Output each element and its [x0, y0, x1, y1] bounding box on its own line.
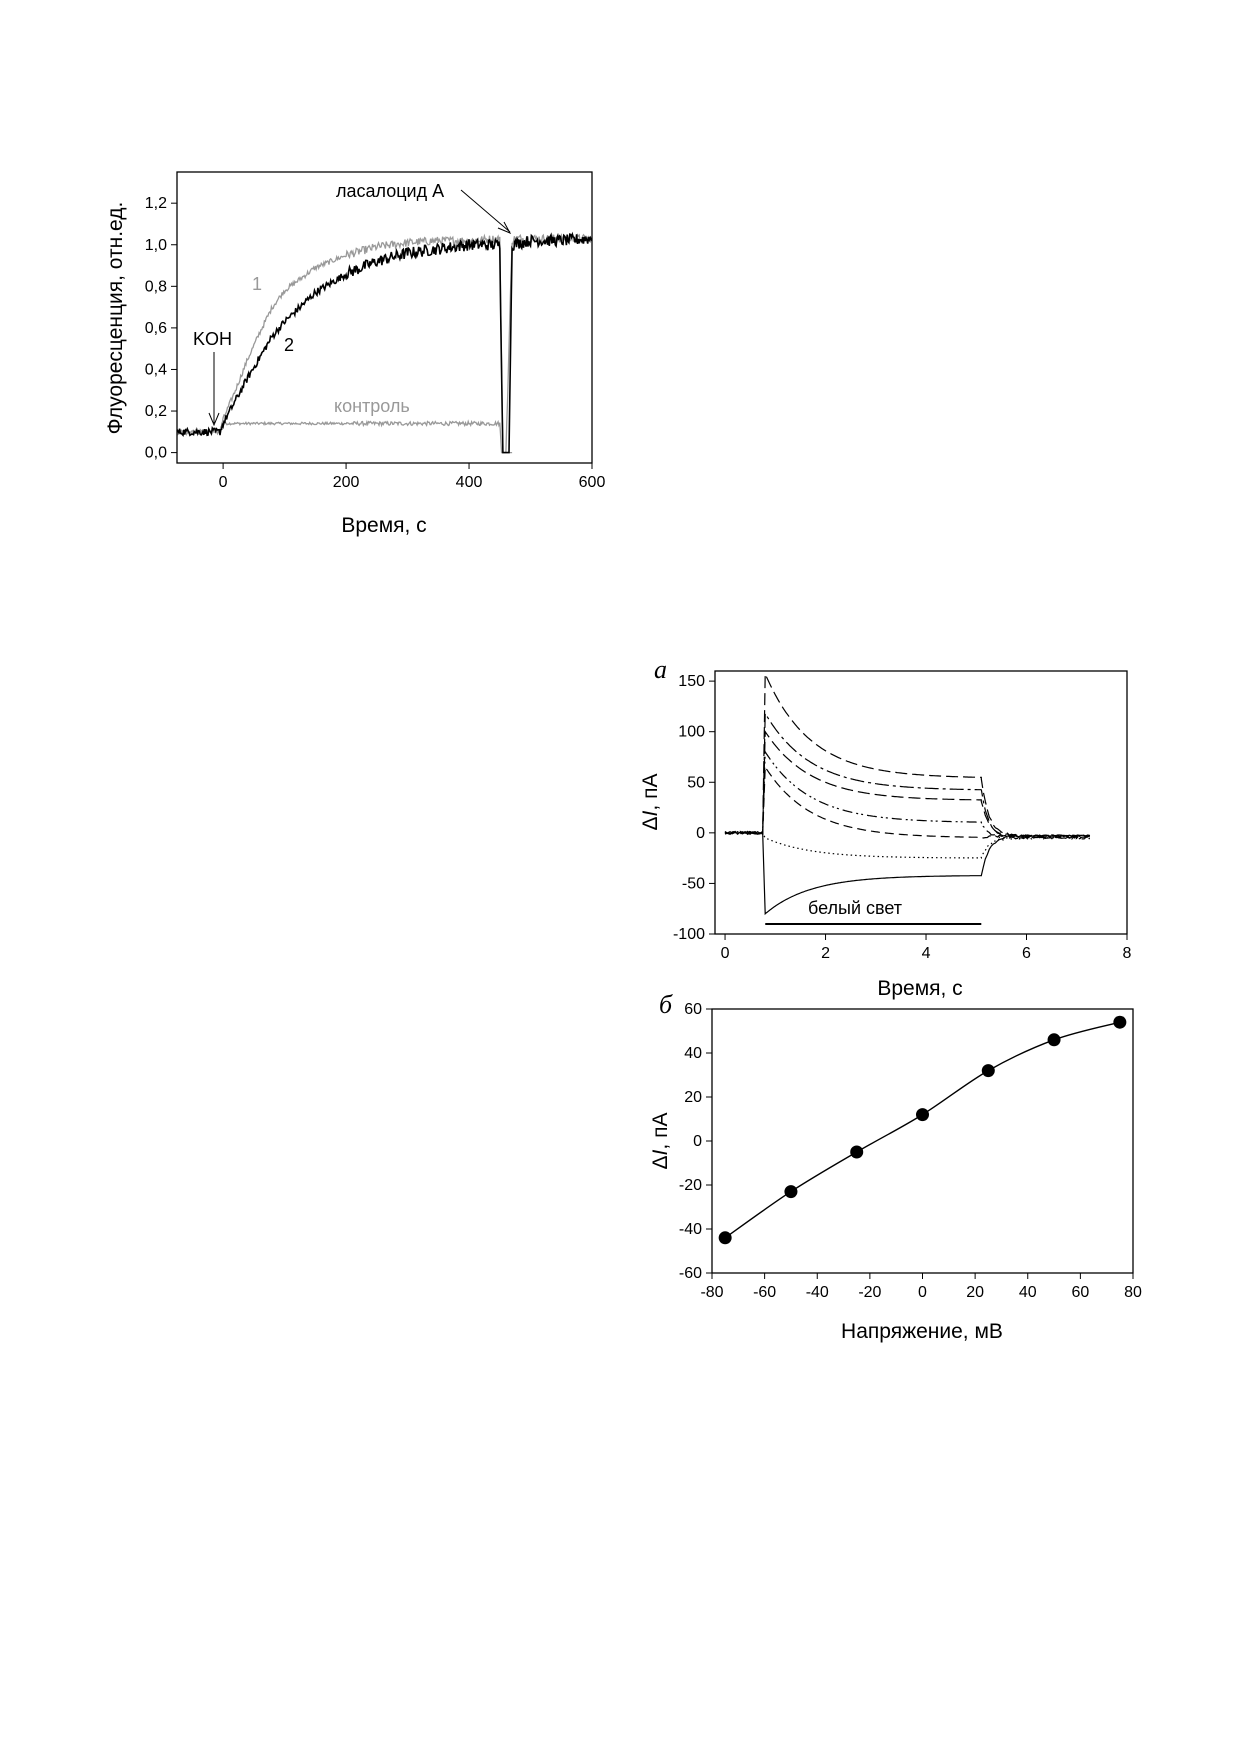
fluorescence-y-tick-label: 0,0: [144, 444, 167, 462]
panel-b-label: б: [659, 990, 673, 1019]
photocurrent-trace-4: [725, 752, 1090, 839]
fluorescence-y-tick-label: 0,6: [144, 319, 167, 337]
fluorescence-x-axis-label: Время, с: [341, 514, 427, 537]
photocurrent-x-ticks: [721, 934, 1132, 962]
iv-x-ticks: [700, 1273, 1142, 1301]
iv-y-tick-label: 40: [684, 1045, 702, 1062]
photocurrent-x-tick-label: 8: [1122, 945, 1132, 962]
iv-data-point: [982, 1064, 995, 1077]
white-light-annotation: белый свет: [808, 898, 903, 918]
iv-data-point: [916, 1108, 929, 1121]
fluorescence-series-2-line: [177, 234, 592, 452]
iv-y-axis-label: ΔI, пА: [649, 1112, 672, 1170]
iv-y-tick-label: -40: [678, 1221, 702, 1238]
fluorescence-y-tick-label: 0,8: [144, 278, 167, 296]
series-1-label: 1: [252, 274, 263, 294]
fluorescence-y-axis-label: Флуоресценция, отн.ед.: [104, 201, 127, 435]
iv-x-tick-label: 40: [1018, 1284, 1037, 1301]
control-series-label: контроль: [334, 396, 410, 416]
iv-y-tick-label: -60: [678, 1265, 702, 1282]
fluorescence-series-1-line: [177, 235, 592, 453]
fluorescence-y-tick-label: 0,2: [144, 403, 167, 421]
iv-data-point: [719, 1231, 732, 1244]
iv-y-tick-label: 20: [684, 1089, 702, 1106]
iv-x-tick-label: -80: [700, 1284, 724, 1301]
iv-x-tick-label: 0: [918, 1284, 927, 1301]
iv-fit-line: [725, 1022, 1120, 1238]
photocurrent-y-tick-label: 150: [678, 673, 705, 691]
fluorescence-y-tick-label: 1,2: [144, 195, 167, 213]
fluorescence-x-tick-label: 600: [578, 474, 606, 491]
iv-data-point: [1113, 1016, 1126, 1029]
iv-data-point: [1048, 1033, 1061, 1046]
photocurrent-trace-1: [725, 674, 1090, 837]
lasalocid-arrow: [461, 190, 510, 232]
photocurrent-x-tick-label: 4: [921, 945, 931, 962]
iv-y-tick-label: 60: [684, 1001, 702, 1018]
iv-plot-frame: [712, 1009, 1133, 1273]
photocurrent-time-chart: [639, 655, 1132, 1000]
panel-a-label: а: [654, 655, 667, 684]
fluorescence-x-tick-label: 0: [218, 474, 228, 491]
photocurrent-y-tick-label: 50: [687, 774, 705, 792]
iv-y-tick-label: -20: [678, 1177, 702, 1194]
fluorescence-series-control-line: [177, 422, 512, 453]
fluorescence-chart: [104, 172, 605, 537]
iv-x-tick-label: 20: [966, 1284, 985, 1301]
photocurrent-y-ticks: [673, 673, 715, 943]
photocurrent-series-group: [725, 674, 1090, 914]
photocurrent-y-tick-label: 100: [678, 723, 705, 741]
photocurrent-y-axis-label: ΔI, пА: [639, 773, 662, 831]
iv-data-point: [850, 1146, 863, 1159]
fluorescence-y-tick-label: 1,0: [144, 236, 167, 254]
photocurrent-x-tick-label: 2: [821, 945, 830, 962]
series-2-label: 2: [284, 335, 295, 355]
photocurrent-trace-3: [725, 732, 1090, 837]
photocurrent-y-tick-label: 0: [696, 824, 705, 842]
photocurrent-plot-frame: [715, 671, 1127, 934]
iv-x-axis-label: Напряжение, мВ: [841, 1320, 1003, 1343]
iv-x-tick-label: 80: [1124, 1284, 1142, 1301]
fluorescence-x-tick-label: 400: [455, 474, 483, 491]
fluorescence-y-ticks: [145, 195, 177, 461]
fluorescence-y-tick-label: 0,4: [144, 361, 167, 379]
iv-x-tick-label: -40: [805, 1284, 829, 1301]
photocurrent-x-tick-label: 0: [720, 945, 730, 962]
iv-chart: [649, 990, 1142, 1343]
iv-x-tick-label: -60: [753, 1284, 777, 1301]
photocurrent-y-tick-label: -50: [681, 875, 705, 893]
iv-data-point: [784, 1185, 797, 1198]
iv-series-group: [719, 1016, 1127, 1245]
photocurrent-x-tick-label: 6: [1022, 945, 1031, 962]
lasalocid-annotation: ласалоцид А: [336, 181, 445, 201]
photocurrent-y-tick-label: -100: [672, 926, 705, 943]
iv-y-ticks: [679, 1001, 712, 1282]
fluorescence-plot-frame: [177, 172, 592, 463]
photocurrent-x-axis-label: Время, с: [877, 977, 963, 1000]
fluorescence-series-group: [177, 234, 592, 452]
fluorescence-x-tick-label: 200: [332, 474, 360, 491]
photocurrent-trace-5: [725, 767, 1090, 838]
iv-x-tick-label: -20: [858, 1284, 882, 1301]
koh-annotation: KOH: [193, 329, 233, 349]
iv-y-tick-label: 0: [693, 1133, 702, 1150]
iv-x-tick-label: 60: [1071, 1284, 1090, 1301]
fluorescence-x-ticks: [219, 463, 606, 491]
